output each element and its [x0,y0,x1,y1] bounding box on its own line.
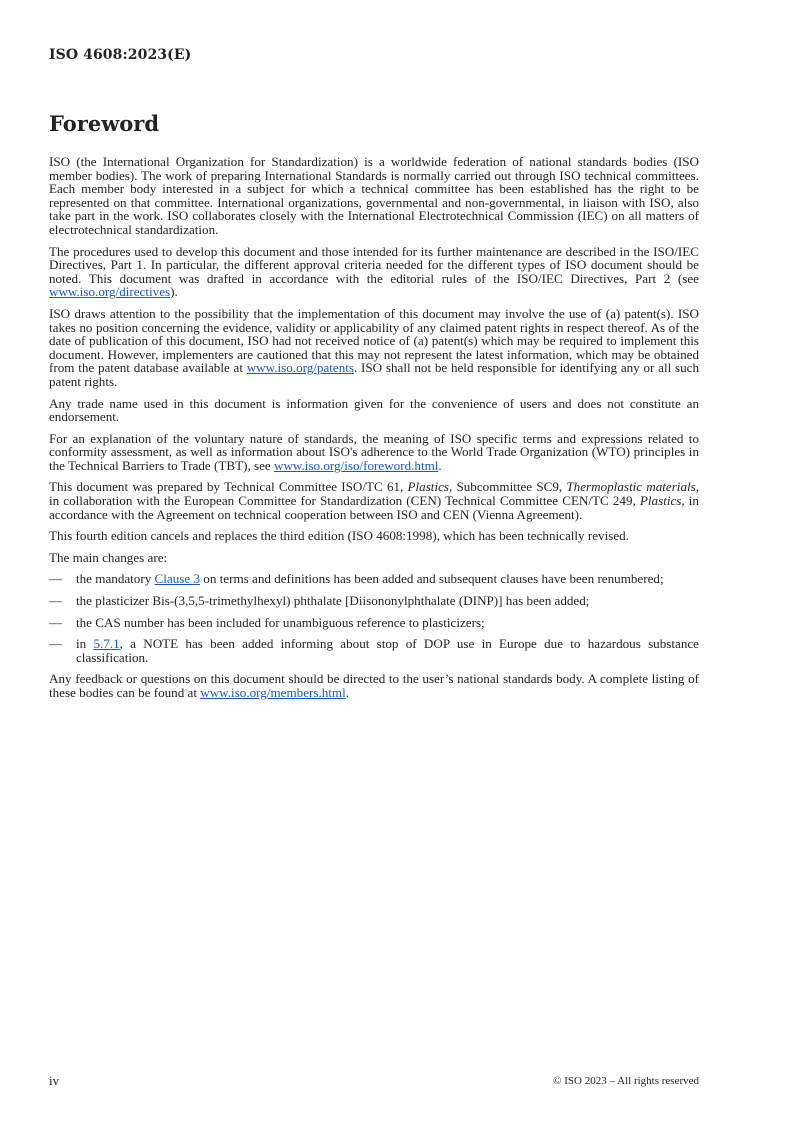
paragraph-iso-intro: ISO (the International Organization for Standardization) is a worldwide federation of national standards bodies (ISO member bodies). The work of preparing International Standards is normally carried out through ISO technical committees. Each member body interested in a subject for which a technical committee has been established has the right to be represented on that committee. International organizations, governmental and non-governmental, in liaison with ISO, also take part in the work. ISO collaborates closely with the International Electrotechnical Commission (IEC) on all matters of electrotechnical standardization. [49,154,699,237]
list-item-1-pre: the mandatory [76,571,155,587]
list-dash: — [49,593,63,609]
list-dash: — [49,571,63,587]
list-item-text [76,572,699,586]
list-item [49,572,699,586]
list-dash: — [49,614,63,630]
paragraph-trade-name: Any trade name used in this document is information given for the convenience of users and does not constitute an endorsement. [49,395,699,425]
list-item-text [76,637,699,664]
committee-italic-plastics: Plastics [407,479,449,495]
paragraph-procedures-end: ). [170,284,178,300]
foreword-link[interactable]: www.iso.org/iso/foreword.html [274,457,439,473]
paragraph-edition: This fourth edition cancels and replaces the third edition (ISO 4608:1998), which has been technically revised. [49,528,629,544]
list-item [49,637,699,664]
paragraph-feedback-text: Any feedback or questions on this document should be directed to the user’s national standards body. A complete listing of these bodies can be found at [49,671,699,700]
paragraph-main-changes: The main changes are: [49,549,168,565]
clause-3-link[interactable]: Clause 3 [154,571,201,587]
list-item-text: the CAS number has been included for unambiguous reference to plasticizers; [76,614,485,630]
paragraph-patents-text: ISO draws attention to the possibility that the implementation of this document may involve the use of (a) patent(s). ISO takes no position concerning the evidence, validity or applicability of any claimed patent rights in respect thereof. As of the date of publication of this document, ISO had not received notice of (a) patent(s) which may be required to implement this document. However, implementers are cautioned that this may not represent the latest information, which may be obtained from the patent database available at [49,305,699,376]
section-5-7-1-link[interactable]: 5.7.1 [93,636,120,652]
list-item-text: the plasticizer Bis-(3,5,5-trimethylhexyl) phthalate [Diisononylphthalate (DINP)] has been added; [76,593,590,609]
page-number: iv [49,1073,60,1088]
directives-link[interactable]: www.iso.org/directives [49,284,171,300]
paragraph-procedures [49,245,699,299]
paragraph-patents-end: . ISO shall not be held responsible for identifying any or all such patent rights. [49,360,700,389]
list-item-4-post: , a NOTE has been added informing about stop of DOP use in Europe due to hazardous substance classification. [76,636,699,665]
committee-text-1: This document was prepared by Technical Committee ISO/TC 61, [49,479,408,495]
paragraph-voluntary-end: . [438,457,442,473]
page-title: Foreword [49,111,160,136]
committee-italic-plastics-cen: Plastics, [639,493,685,509]
paragraph-procedures-text: The procedures used to develop this document and those intended for its further maintenance are described in the ISO/IEC Directives, Part 1. In particular, the different approval criteria needed for the different types of ISO document should be noted. This document was drafted in accordance with the editorial rules of the ISO/IEC Directives, Part 2 (see [49,243,699,286]
paragraph-voluntary-nature [49,432,699,473]
committee-text-2: , Subcommittee SC9, [449,479,567,495]
list-item [49,594,699,608]
paragraph-feedback-end: . [345,685,350,700]
committee-italic-thermoplastic: Thermoplastic materials, [566,479,699,495]
list-item-1-post: on terms and definitions has been added and subsequent clauses have been renumbered; [200,571,664,587]
committee-text-4: in accordance with the Agreement on technical cooperation between ISO and CEN (Vienna Agreement). [49,493,699,522]
paragraph-voluntary-text: For an explanation of the voluntary nature of standards, the meaning of ISO specific terms and expressions related to conformity assessment, as well as information about ISO's adherence to the World Trade Organization (WTO) principles in the Technical Barriers to Trade (TBT), see [49,430,699,473]
document-id-header: ISO 4608:2023(E) [49,47,192,63]
list-item-4-pre: in [76,636,94,652]
paragraph-feedback [49,672,699,699]
patents-link[interactable]: www.iso.org/patents [246,360,355,376]
list-dash: — [49,636,63,652]
committee-text-3: in collaboration with the European Committee for Standardization (CEN) Technical Committee CEN/TC 249, [49,493,640,509]
paragraph-patents [49,307,699,389]
paragraph-committee [49,480,699,521]
foreword-body [49,155,699,708]
members-link[interactable]: www.iso.org/members.html [200,685,346,700]
copyright-notice: © ISO 2023 – All rights reserved [553,1075,699,1087]
list-item [49,616,699,630]
